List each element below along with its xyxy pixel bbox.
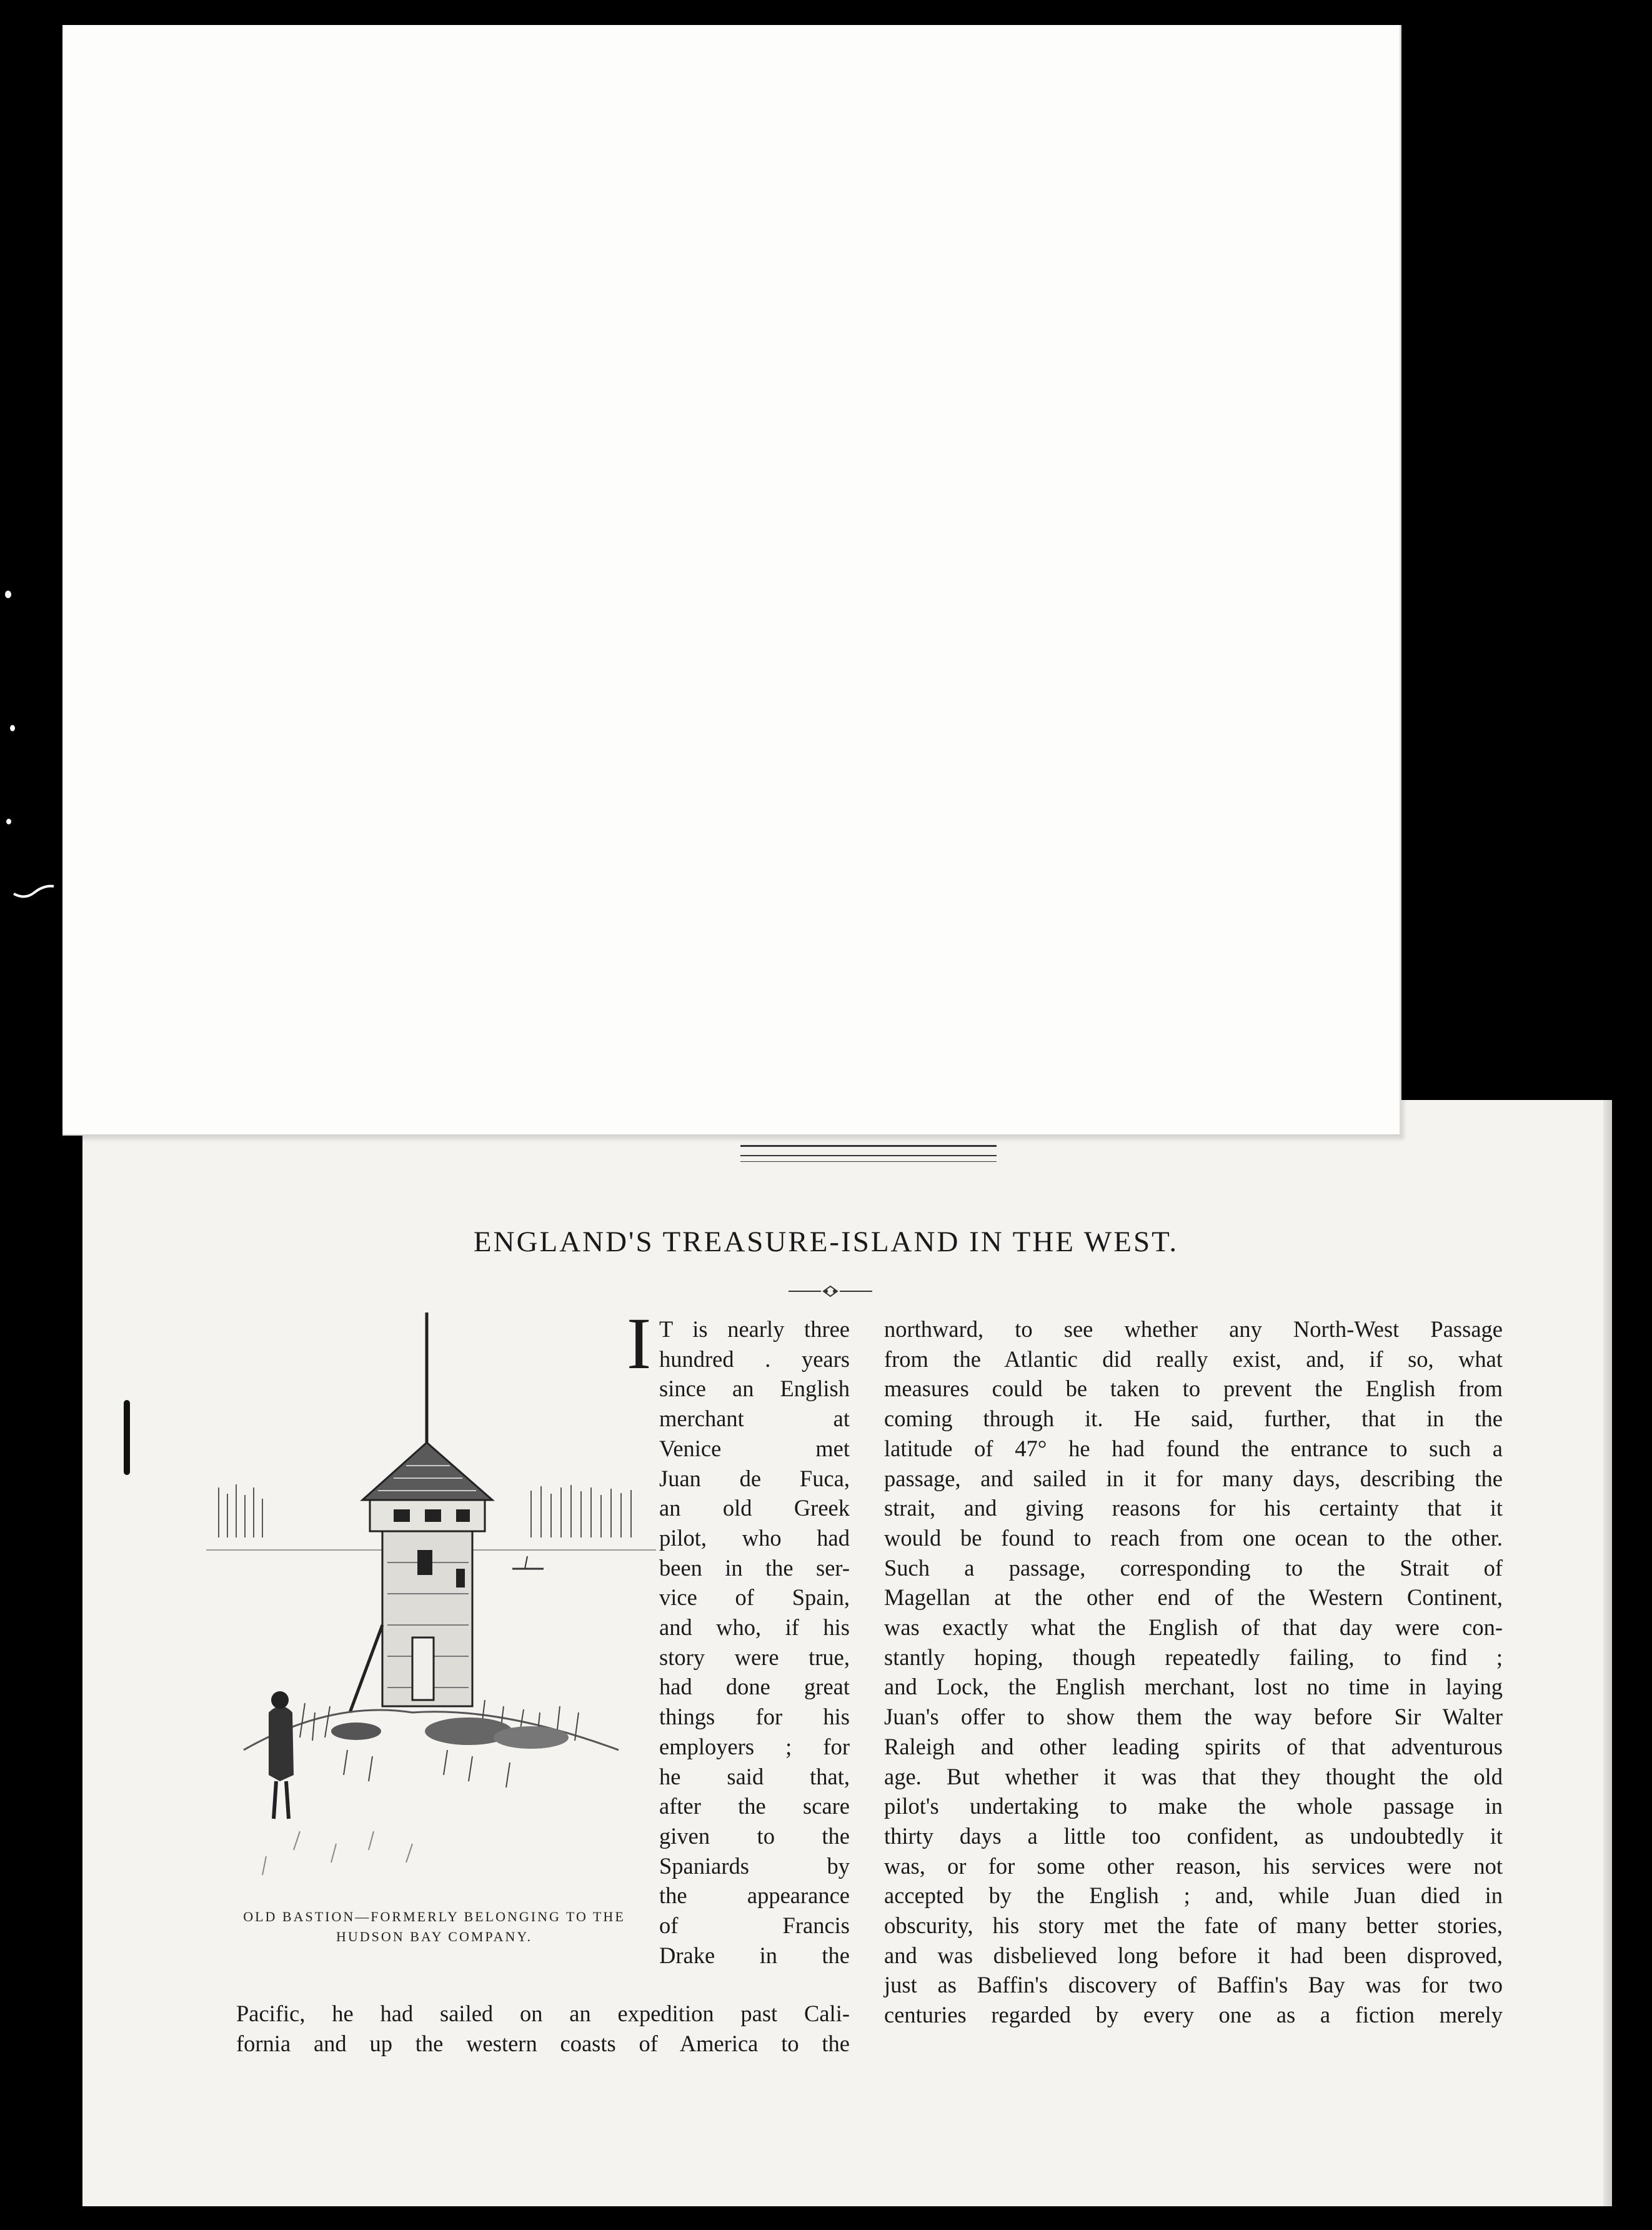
text-line: after the scare [659,1793,850,1819]
blank-overlay-sheet [62,25,1401,1136]
text-line: of Francis [659,1912,850,1939]
text-line: age. But whether it was that they thought the old [884,1763,1503,1789]
text-line: been in the ser- [659,1554,850,1581]
text-line: just as Baffin's discovery of Baffin's Bay was for two [884,1972,1503,1998]
text-line: had done great [659,1674,850,1700]
text-line: measures could be taken to prevent the English from [884,1376,1503,1402]
text-line: centuries regarded by every one as a fiction merely [884,2002,1503,2028]
illustration-caption-line-1: OLD BASTION—FORMERLY BELONGING TO THE [243,1909,625,1924]
text-line: the appearance [659,1882,850,1909]
text-line: things for his [659,1704,850,1730]
text-line: fornia and up the western coasts of America to the [236,2030,850,2056]
text-line: Juan de Fuca, [659,1465,850,1491]
edge-speck [6,819,11,824]
text-line: accepted by the English ; and, while Juan died in [884,1882,1503,1909]
article-title: ENGLAND'S TREASURE-ISLAND IN THE WEST. [473,1226,1179,1258]
text-line: was exactly what the English of that day were con- [884,1614,1503,1641]
text-line: latitude of 47° he had found the entrance to such a [884,1435,1503,1461]
text-line: stantly hoping, though repeatedly failing, to find ; [884,1644,1503,1670]
bastion-illustration [206,1300,656,1900]
text-line: pilot, who had [659,1524,850,1551]
head-rule [740,1161,997,1162]
text-line: merchant at [659,1406,850,1432]
text-line: thirty days a little too confident, as undoubtedly it [884,1822,1503,1849]
text-line: Juan's offer to show them the way before Sir Walter [884,1704,1503,1730]
text-line: an old Greek [659,1495,850,1521]
text-line: northward, to see whether any North-West Passage [884,1316,1503,1342]
full-width-text [236,1999,850,2058]
binding-mark [124,1400,130,1475]
text-line: Pacific, he had sailed on an expedition past Cali- [236,2001,850,2026]
edge-speck [10,725,15,731]
text-line: was, or for some other reason, his services were not [884,1852,1503,1879]
edge-scribble [12,881,56,906]
text-line: Such a passage, corresponding to the Strait of [884,1554,1503,1581]
text-line: from the Atlantic did really exist, and, if so, what [884,1346,1503,1372]
text-line: T is nearly three [659,1316,850,1342]
text-line: pilot's undertaking to make the whole passage in [884,1793,1503,1819]
right-column-text [884,1314,1503,2030]
text-line: would be found to reach from one ocean to the other. [884,1524,1503,1551]
text-line: and Lock, the English merchant, lost no time in laying [884,1674,1503,1700]
text-line: passage, and sailed in it for many days, describing the [884,1465,1503,1491]
text-line: Drake in the [659,1942,850,1968]
text-line: since an English [659,1376,850,1402]
text-line: and who, if his [659,1614,850,1641]
text-line: Raleigh and other leading spirits of that adventurous [884,1733,1503,1759]
head-rule [740,1155,997,1156]
text-line: Spaniards by [659,1852,850,1879]
text-line: strait, and giving reasons for his certainty that it [884,1495,1503,1521]
edge-speck [5,591,11,598]
text-line: obscurity, his story met the fate of many better stories, [884,1912,1503,1939]
text-line: employers ; for [659,1733,850,1759]
drop-cap: I [627,1302,652,1384]
text-line: vice of Spain, [659,1584,850,1611]
text-line: Magellan at the other end of the Western Continent, [884,1584,1503,1611]
text-line: and was disbelieved long before it had been disproved, [884,1942,1503,1968]
text-line: story were true, [659,1644,850,1670]
text-line: hundred . years [659,1346,850,1372]
text-line: coming through it. He said, further, that in the [884,1406,1503,1432]
text-line: given to the [659,1822,850,1849]
illustration-caption-line-2: HUDSON BAY COMPANY. [336,1929,532,1944]
narrow-column-text [659,1314,850,1970]
text-line: he said that, [659,1763,850,1789]
text-line: Venice met [659,1435,850,1461]
head-rule [740,1145,997,1147]
ornament-divider [789,1282,872,1300]
page-edge [1603,1100,1612,2206]
